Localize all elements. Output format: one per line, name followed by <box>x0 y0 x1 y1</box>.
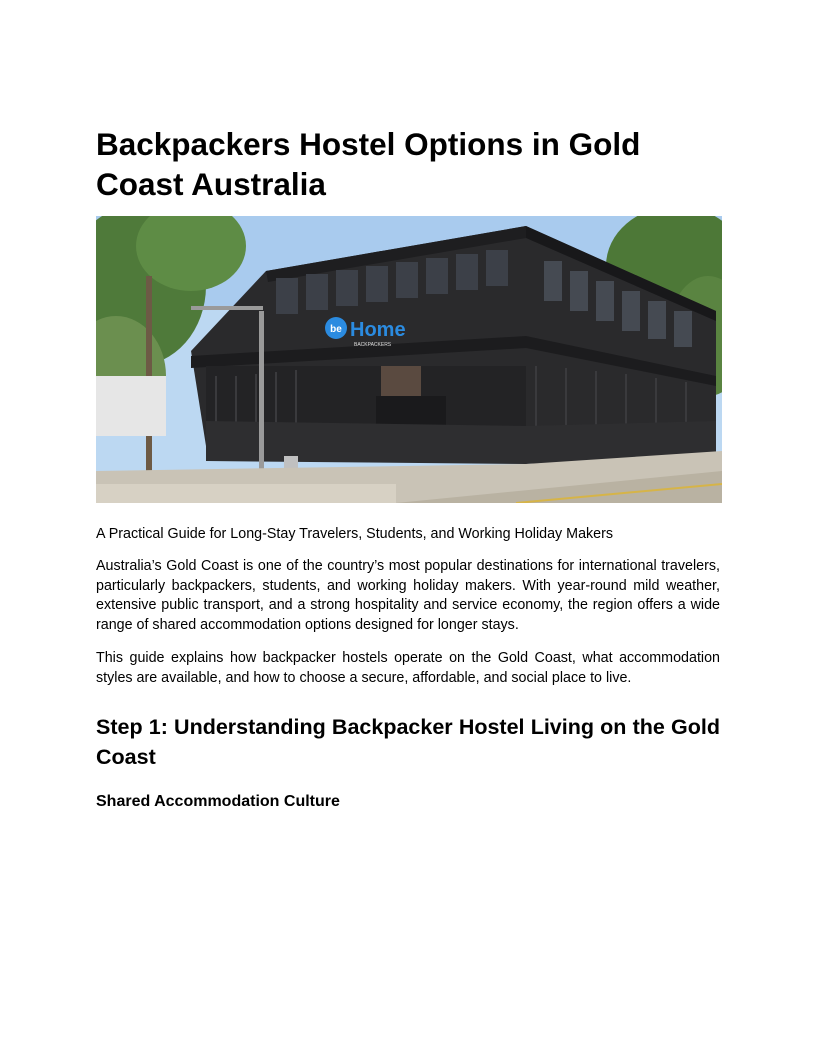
guide-paragraph: This guide explains how backpacker hostels operate on the Gold Coast, what accommodation styles are available, and how to choose a secure, affordable, and social place to live. <box>96 650 720 686</box>
sign-tagline: BACKPACKERS <box>354 342 392 348</box>
sign-word: Home <box>350 319 406 341</box>
sign-brand: be <box>330 324 342 335</box>
hostel-photo <box>96 216 722 503</box>
document-subtitle: A Practical Guide for Long-Stay Travelers, Students, and Working Holiday Makers <box>96 526 614 542</box>
document-title: Backpackers Hostel Options in Gold Coast Australia <box>96 126 641 202</box>
step-1-heading: Step 1: Understanding Backpacker Hostel Living on the Gold Coast <box>96 715 720 769</box>
document-content <box>96 124 720 812</box>
intro-paragraph: Australia’s Gold Coast is one of the country’s most popular destinations for international travelers, particularly backpackers, students, and working holiday makers. With year-round mild weather, extensive public transport, and a strong hospitality and service economy, the region offers a wide range of shared accommodation options designed for longer stays. <box>96 558 720 633</box>
step-1-subheading: Shared Accommodation Culture <box>96 793 340 810</box>
